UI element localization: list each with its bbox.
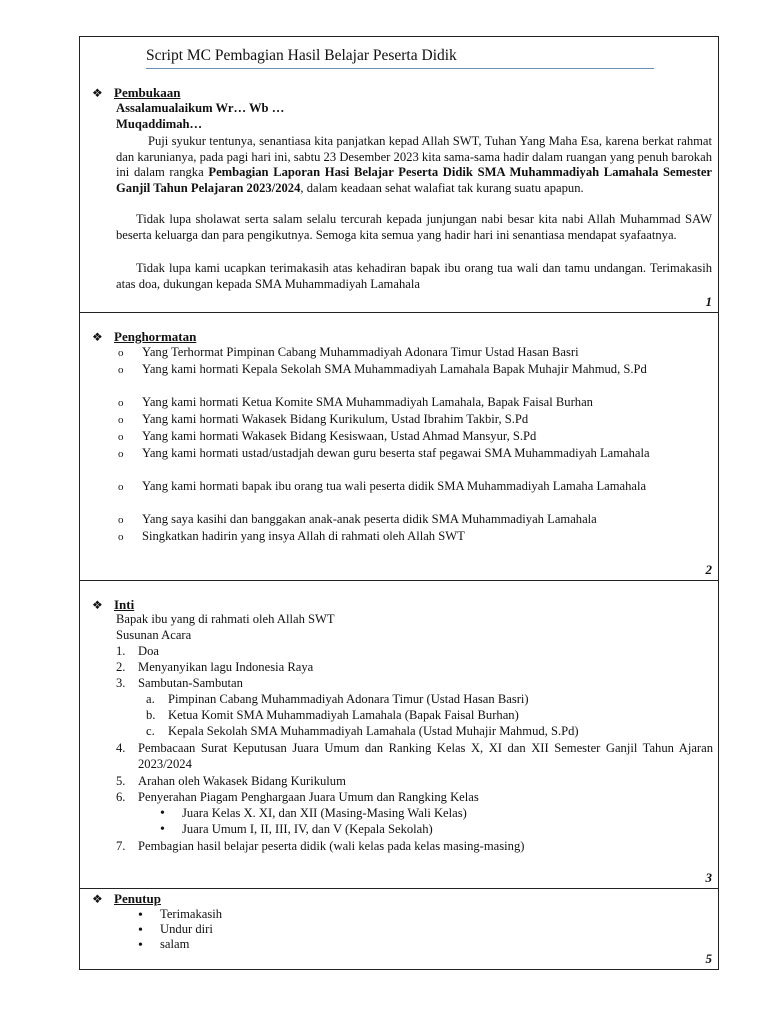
paragraph-3: Tidak lupa kami ucapkan terimakasih atas kehadiran bapak ibu orang tua wali dan tamu undangan. Terimakasih atas doa, dukungan kepada SMA Muhammadiyah Lamahala: [116, 261, 712, 291]
list-number: 1.: [116, 644, 126, 658]
list-item: Yang kami hormati ustad/ustadjah dewan guru beserta staf pegawai SMA Muhammadiyah Lamahala: [142, 446, 650, 460]
title-underline: [146, 68, 654, 69]
bullet-icon: •: [138, 938, 143, 953]
page-number: 3: [705, 870, 712, 885]
sub-letter: a.: [146, 692, 155, 706]
agenda-item: Penyerahan Piagam Penghargaan Juara Umum dan Rangking Kelas: [138, 790, 479, 804]
list-number: 6.: [116, 790, 126, 804]
agenda-item: Pembacaan Surat Keputusan Juara Umum dan Ranking Kelas X, XI dan XII Semester Ganjil Tahun Ajaran 2023/2024: [138, 741, 713, 771]
circle-bullet-icon: o: [118, 397, 124, 409]
list-item: Yang Terhormat Pimpinan Cabang Muhammadiyah Adonara Timur Ustad Hasan Basri: [142, 345, 579, 359]
p1-bold: Pembagian Laporan Hasi Belajar Peserta Didik SMA Muhammadiyah Lamahala Semester Ganjil Tahun Pelajaran 2023/2024: [116, 165, 713, 195]
inti-line: Bapak ibu yang di rahmati oleh Allah SWT: [116, 612, 335, 626]
page-number: 2: [705, 562, 712, 577]
heading-inti: Inti: [114, 597, 135, 612]
agenda-item: Menyanyikan lagu Indonesia Raya: [138, 660, 314, 674]
closing-item: Undur diri: [160, 922, 213, 936]
closing-item: Terimakasih: [160, 907, 223, 921]
list-number: 3.: [116, 676, 126, 690]
sub-item: Pimpinan Cabang Muhammadiyah Adonara Timur (Ustad Hasan Basri): [168, 692, 529, 706]
circle-bullet-icon: o: [118, 448, 124, 460]
diamond-bullet-icon: ❖: [92, 330, 103, 344]
bullet-icon: •: [160, 822, 165, 837]
heading-pembukaan: Pembukaan: [114, 85, 181, 100]
list-item: Yang kami hormati Ketua Komite SMA Muhammadiyah Lamahala, Bapak Faisal Burhan: [142, 395, 593, 409]
circle-bullet-icon: o: [118, 364, 124, 376]
list-item: Yang kami hormati Kepala Sekolah SMA Muhammadiyah Lamahala Bapak Muhajir Mahmud, S.Pd: [142, 362, 647, 376]
paragraph-1: [116, 134, 712, 196]
p1-end: , dalam keadaan sehat walafiat tak kurang suatu apapun.: [300, 180, 584, 195]
sub-letter: c.: [146, 724, 155, 738]
bullet-icon: •: [160, 806, 165, 821]
list-number: 4.: [116, 741, 126, 755]
circle-bullet-icon: o: [118, 481, 124, 493]
sub-item: Kepala Sekolah SMA Muhammadiyah Lamahala (Ustad Muhajir Mahmud, S.Pd): [168, 724, 579, 738]
diamond-bullet-icon: ❖: [92, 598, 103, 612]
list-item: Singkatkan hadirin yang insya Allah di rahmati oleh Allah SWT: [142, 529, 465, 543]
page-number: 1: [705, 294, 712, 309]
bullet-icon: •: [138, 908, 143, 923]
diamond-bullet-icon: ❖: [92, 892, 103, 906]
circle-bullet-icon: o: [118, 431, 124, 443]
agenda-item: Sambutan-Sambutan: [138, 676, 243, 690]
agenda-item: Pembagian hasil belajar peserta didik (wali kelas pada kelas masing-masing): [138, 839, 525, 853]
agenda-item: Doa: [138, 644, 159, 658]
list-number: 5.: [116, 774, 126, 788]
circle-bullet-icon: o: [118, 347, 124, 359]
heading-penutup: Penutup: [114, 891, 161, 906]
page-frame: [79, 36, 719, 970]
muqaddimah-line: Muqaddimah…: [116, 117, 203, 131]
list-number: 2.: [116, 660, 126, 674]
circle-bullet-icon: o: [118, 414, 124, 426]
circle-bullet-icon: o: [118, 514, 124, 526]
circle-bullet-icon: o: [118, 531, 124, 543]
bullet-icon: •: [138, 923, 143, 938]
salam-line: Assalamualaikum Wr… Wb …: [116, 101, 285, 115]
sub-letter: b.: [146, 708, 156, 722]
list-number: 7.: [116, 839, 126, 853]
section-pembukaan: [80, 36, 718, 312]
sub-bullet-item: Juara Umum I, II, III, IV, dan V (Kepala Sekolah): [182, 822, 433, 836]
p1-text: Puji syukur tentunya, senantiasa kita panjatkan kepad Allah SWT, Tuhan Yang Maha Esa, karena berkat rahmat dan karunianya, pada pagi hari ini, sabtu 23 Desember 2023 kita sama-sama hadir dalam ruangan yang penuh barokah ini dalam rangka: [116, 134, 712, 179]
section-penutup: [80, 888, 718, 970]
list-item: Yang saya kasihi dan banggakan anak-anak peserta didik SMA Muhammadiyah Lamahala: [142, 512, 597, 526]
list-item: Yang kami hormati Wakasek Bidang Kesiswaan, Ustad Ahmad Mansyur, S.Pd: [142, 429, 537, 443]
list-item: Yang kami hormati bapak ibu orang tua wali peserta didik SMA Muhammadiyah Lamaha Lamahala: [142, 479, 647, 493]
paragraph-2: Tidak lupa sholawat serta salam selalu tercurah kepada junjungan nabi besar kita nabi Allah Muhammad SAW beserta keluarga dan para pengikutnya. Semoga kita semua yang hadir hari ini senantiasa mendapat syafaatnya.: [116, 212, 712, 242]
section-penghormatan: [80, 312, 718, 580]
inti-line: Susunan Acara: [116, 628, 192, 642]
page-number: 5: [705, 951, 712, 966]
agenda-item: Arahan oleh Wakasek Bidang Kurikulum: [138, 774, 346, 788]
section-inti: [80, 580, 718, 888]
closing-item: salam: [160, 937, 190, 951]
list-item: Yang kami hormati Wakasek Bidang Kurikulum, Ustad Ibrahim Takbir, S.Pd: [142, 412, 529, 426]
diamond-bullet-icon: ❖: [92, 86, 103, 100]
sub-bullet-item: Juara Kelas X. XI, dan XII (Masing-Masing Wali Kelas): [182, 806, 467, 820]
heading-penghormatan: Penghormatan: [114, 329, 197, 344]
sub-item: Ketua Komit SMA Muhammadiyah Lamahala (Bapak Faisal Burhan): [168, 708, 519, 722]
document-title: Script MC Pembagian Hasil Belajar Peserta Didik: [146, 47, 457, 64]
